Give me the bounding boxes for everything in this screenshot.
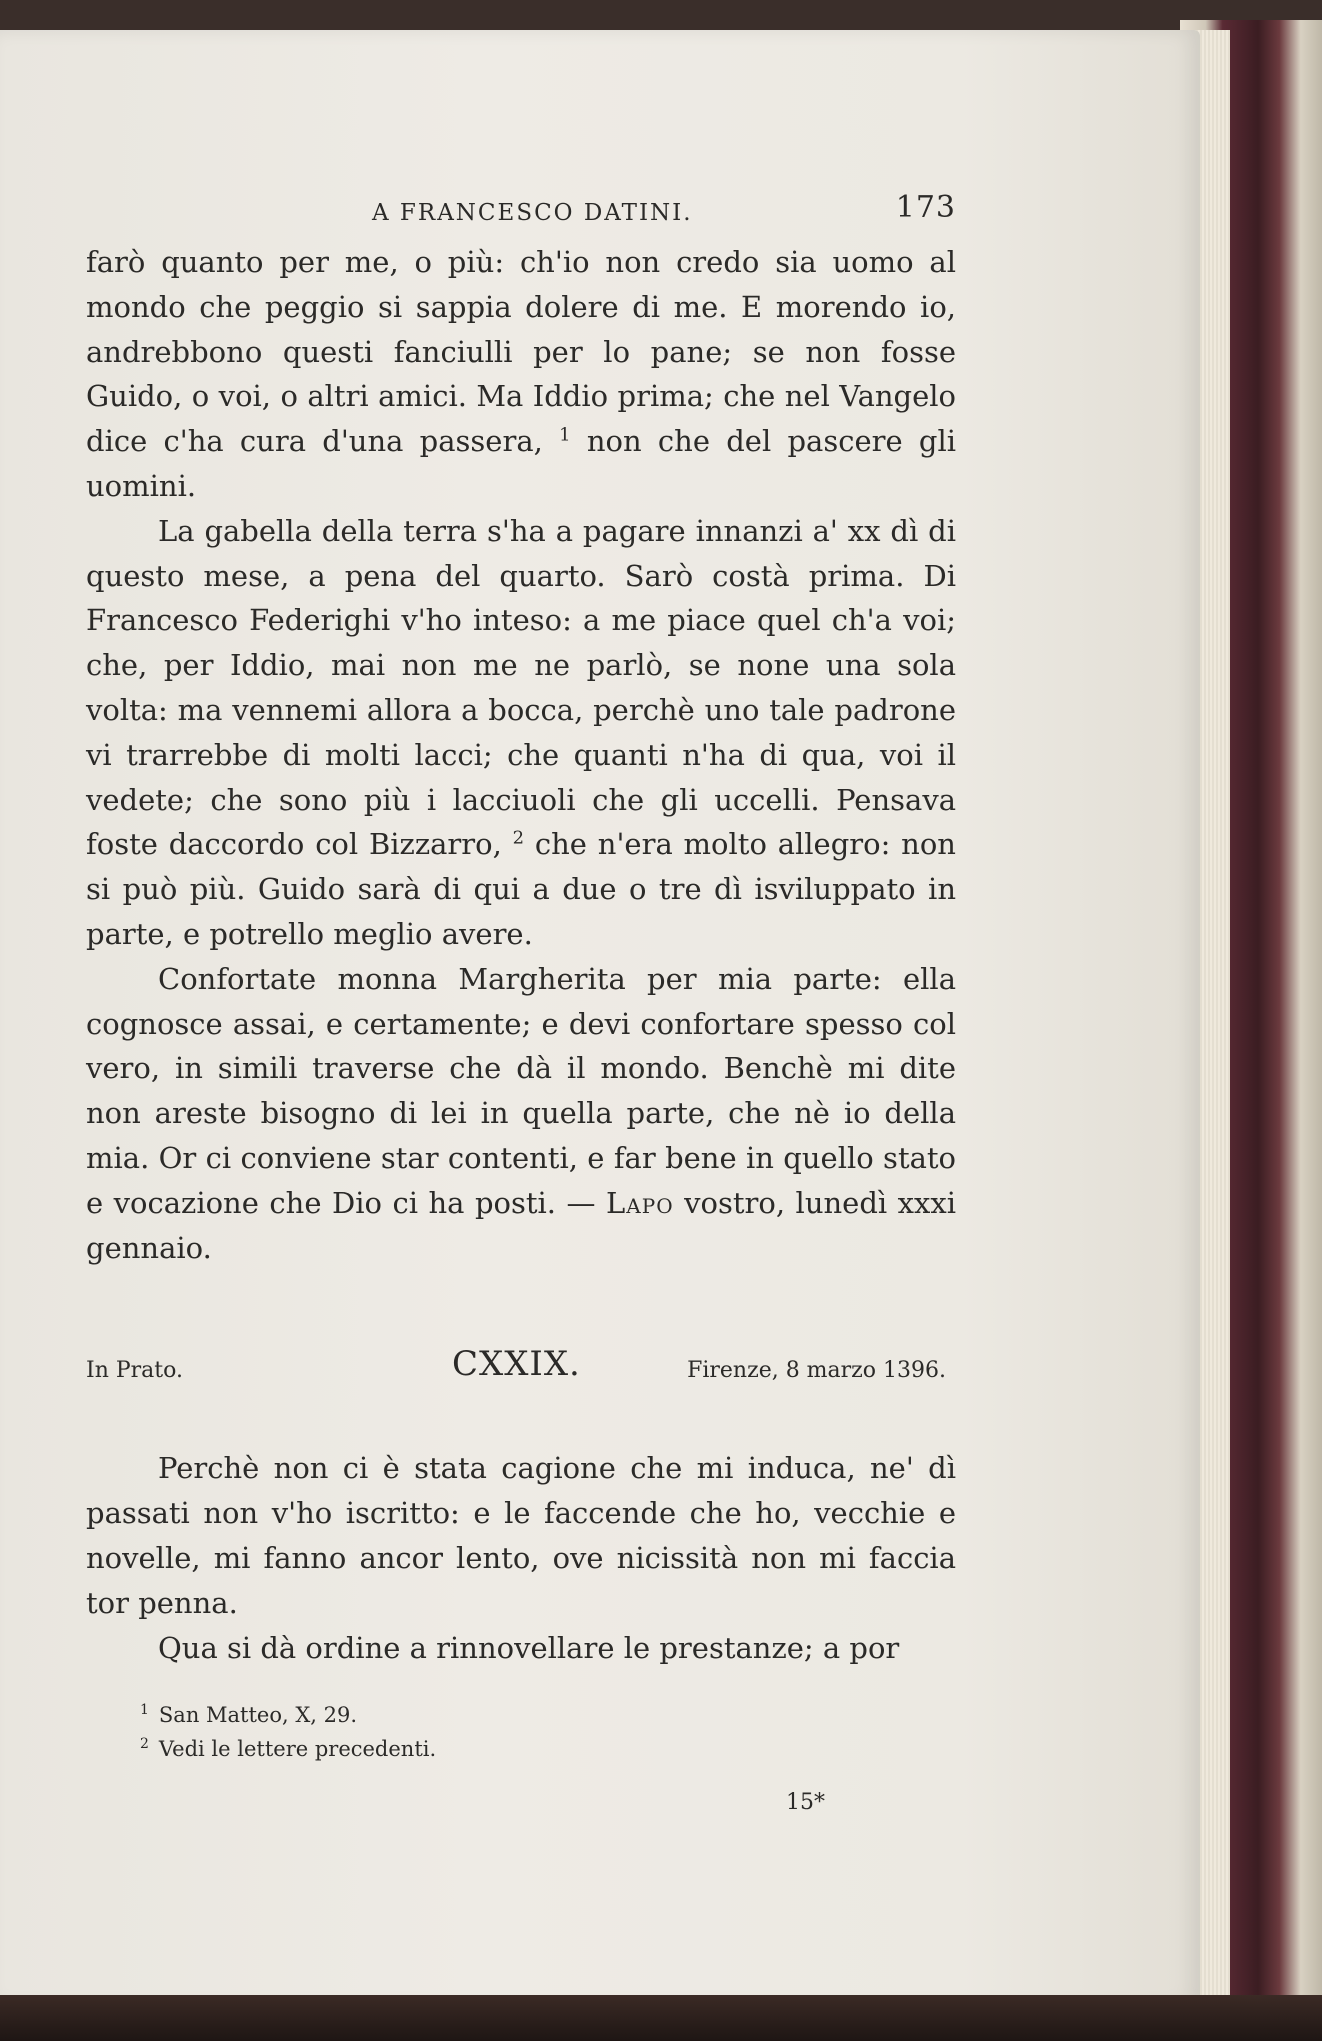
footnote bbox=[140, 1698, 956, 1732]
paragraph-text: Confortate monna Margherita per mia parte: ella cognosce assai, e certamente; e devi confortare spesso col vero, in simili traverse che dà il mondo. Benchè mi dite non areste bisogno di lei in quella parte, che nè io della mia. Or ci conviene star contenti, e far bene in quello stato e vocazione che Dio ci ha posti. — bbox=[86, 961, 956, 1220]
letter-address: In Prato. bbox=[86, 1358, 183, 1384]
letter-date: Firenze, 8 marzo 1396. bbox=[687, 1358, 946, 1384]
footnote-mark: 2 bbox=[140, 1736, 149, 1753]
paragraph: Perchè non ci è stata cagione che mi induca, ne' dì passati non v'ho iscritto: e le faccende che ho, vecchie e novelle, mi fanno ancor lento, ove nicissità non mi faccia tor penna. bbox=[86, 1451, 956, 1620]
letter-header bbox=[86, 1340, 956, 1410]
paragraph-text: La gabella della terra s'ha a pagare innanzi a' xx dì di questo mese, a pena del quarto. Sarò costà prima. Di Francesco Federighi v'ho inteso: a me piace quel ch'a voi; che, per Iddio, mai non me ne parlò, se none una sola volta: ma vennemi allora a bocca, perchè uno tale padrone vi trarrebbe di molti lacci; che quanti n'ha di qua, voi il vedete; che sono più i lacciuoli che gli uccelli. Pensava foste daccordo col Bizzarro, bbox=[86, 513, 956, 862]
paragraph-text: non che del pascere gli uomini. bbox=[86, 424, 957, 503]
paragraph: Qua si dà ordine a rinnovellare le prestanze; a por bbox=[158, 1630, 900, 1665]
bottom-edge bbox=[0, 1995, 1322, 2041]
signature: Lapo bbox=[606, 1185, 674, 1220]
running-head bbox=[86, 190, 956, 240]
footnote-text: Vedi le lettere precedenti. bbox=[158, 1737, 437, 1762]
footnote-text: San Matteo, X, 29. bbox=[158, 1703, 358, 1728]
footnote-ref: 2 bbox=[512, 827, 525, 849]
paragraph bbox=[86, 957, 956, 1271]
running-title: A FRANCESCO DATINI. bbox=[372, 200, 693, 226]
signature-mark: 15* bbox=[786, 1790, 825, 1815]
paragraph bbox=[86, 240, 956, 509]
footnote bbox=[140, 1732, 956, 1766]
footnote-mark: 1 bbox=[140, 1702, 149, 1719]
paragraph bbox=[86, 509, 956, 957]
footnote-ref: 1 bbox=[559, 424, 571, 446]
footnotes bbox=[140, 1698, 956, 1766]
page-content bbox=[86, 190, 956, 1766]
paragraph-text: che n'era molto allegro: non si può più. Guido sarà di qui a due o tre dì isviluppato in parte, e potrello meglio avere. bbox=[86, 827, 956, 951]
paragraph-text: vostro, lunedì xxxi gennaio. bbox=[86, 1185, 957, 1265]
paragraph-text: farò quanto per me, o più: ch'io non credo sia uomo al mondo che peggio si sappia dolere di me. E morendo io, andrebbono questi fanciulli per lo pane; se non fosse Guido, o voi, o altri amici. Ma Iddio prima; che nel Vangelo dice c'ha cura d'una passera, bbox=[86, 245, 956, 459]
page-number: 173 bbox=[895, 190, 956, 225]
letter-number: CXXIX. bbox=[452, 1344, 581, 1385]
